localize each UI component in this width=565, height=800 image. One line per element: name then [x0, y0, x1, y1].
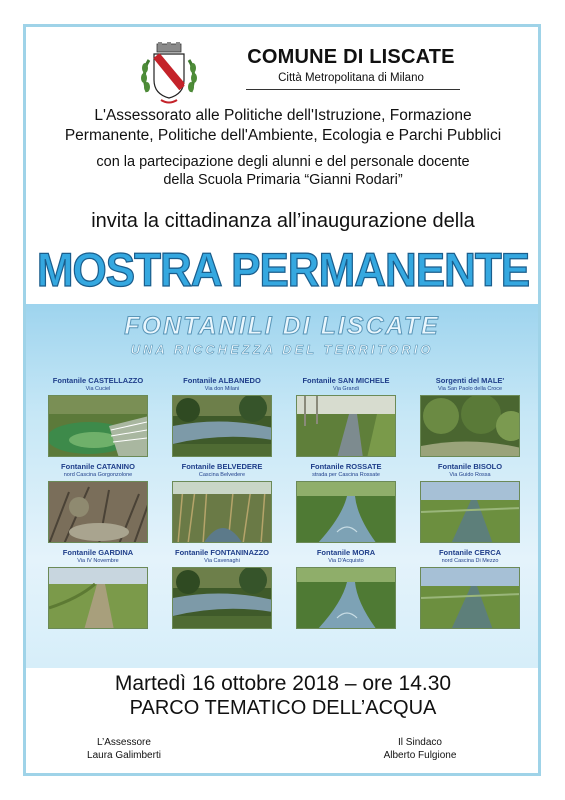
comune-subtitle: Città Metropolitana di Milano	[278, 72, 424, 84]
fontanile-location: Via D'Acquisto	[328, 558, 364, 564]
signature-sindaco	[350, 736, 490, 762]
fontanile-location: nord Cascina Di Mezzo	[441, 558, 499, 564]
partecipazione-text	[30, 153, 536, 189]
fontanile-card	[36, 376, 160, 466]
fontanile-card	[284, 462, 408, 552]
fontanile-location: Via San Paolo della Croce	[437, 386, 503, 392]
fontanile-name: Fontanile GARDINA	[62, 548, 134, 557]
fontanile-name: Fontanile SAN MICHELE	[302, 376, 390, 385]
fontanile-photo	[296, 567, 396, 629]
header-divider	[246, 89, 460, 90]
fontanile-location: Via Grandi	[333, 386, 359, 392]
signature-assessore	[54, 736, 194, 762]
fontanile-location: Via Guido Rossa	[449, 472, 491, 478]
fontanile-card	[284, 548, 408, 638]
fontanile-card	[160, 462, 284, 552]
signature-name: Laura Galimberti	[87, 750, 161, 761]
fontanile-name: Fontanile ROSSATE	[310, 462, 382, 471]
invitation-line: invita la cittadinanza all’inaugurazione della	[91, 210, 475, 232]
fontanile-photo	[48, 567, 148, 629]
fontanile-name: Fontanile CASTELLAZZO	[52, 376, 144, 385]
fontanile-photo	[172, 395, 272, 457]
fontanile-name: Fontanile FONTANINAZZO	[174, 548, 270, 557]
fontanile-name: Fontanile ALBANEDO	[183, 376, 261, 385]
fontanile-card	[36, 548, 160, 638]
fontanile-name: Fontanile MORA	[316, 548, 376, 557]
signature-role: L’Assessore	[97, 737, 151, 748]
signature-name: Alberto Fulgione	[383, 750, 457, 761]
fontanile-location: Via IV Novembre	[77, 558, 119, 564]
fontanile-photo	[296, 395, 396, 457]
fontanile-photo	[172, 481, 272, 543]
assessorato-line: L'Assessorato alle Politiche dell'Istruzione, Formazione	[94, 107, 472, 124]
fontanile-card	[284, 376, 408, 466]
fontanile-photo	[48, 481, 148, 543]
fontanile-card	[160, 548, 284, 638]
event-date: Martedì 16 ottobre 2018 – ore 14.30	[114, 672, 452, 695]
comune-title: COMUNE DI LISCATE	[247, 46, 455, 68]
fontanile-name: Fontanile BELVEDERE	[181, 462, 263, 471]
fontanile-location: Via Cavenaghi	[204, 558, 240, 564]
fontanile-card	[160, 376, 284, 466]
banner-subtitle: UNA RICCHEZZA DEL TERRITORIO	[130, 342, 434, 357]
fontanile-name: Fontanile CERCA	[438, 548, 502, 557]
fontanile-name: Sorgenti del MALE'	[435, 376, 505, 385]
fontanile-card	[408, 376, 532, 466]
fontanile-name: Fontanile BISOLO	[437, 462, 503, 471]
fontanile-name: Fontanile CATANINO	[61, 462, 135, 471]
signature-role: Il Sindaco	[398, 737, 442, 748]
partecipazione-line: con la partecipazione degli alunni e del personale docente	[96, 154, 470, 170]
assessorato-line: Permanente, Politiche dell'Ambiente, Ecologia e Parchi Pubblici	[64, 127, 502, 144]
fontanile-photo	[420, 567, 520, 629]
fontanile-card	[36, 462, 160, 552]
fontanile-location: Cascina Belvedere	[198, 472, 246, 478]
fontanile-photo	[48, 395, 148, 457]
fontanile-location: strada per Cascina Rossate	[312, 472, 380, 478]
coat-of-arms-icon	[139, 42, 199, 106]
fontanile-photo	[172, 567, 272, 629]
fontanile-photo	[420, 481, 520, 543]
event-place: PARCO TEMATICO DELL’ACQUA	[129, 697, 437, 719]
fontanili-panel	[26, 304, 538, 668]
fontanile-photo	[296, 481, 396, 543]
fontanile-location: Via Cuciel	[85, 386, 111, 392]
fontanile-card	[408, 548, 532, 638]
fontanile-location: nord Cascina Gorgonzolone	[63, 472, 133, 478]
fontanile-photo	[420, 395, 520, 457]
assessorato-text	[30, 106, 536, 146]
exhibition-title: MOSTRA PERMANENTE	[36, 244, 530, 297]
fontanile-card	[408, 462, 532, 552]
partecipazione-line: della Scuola Primaria “Gianni Rodari”	[163, 172, 403, 188]
banner-title: FONTANILI DI LISCATE	[124, 312, 440, 340]
fontanile-location: Via don Milani	[204, 386, 240, 392]
